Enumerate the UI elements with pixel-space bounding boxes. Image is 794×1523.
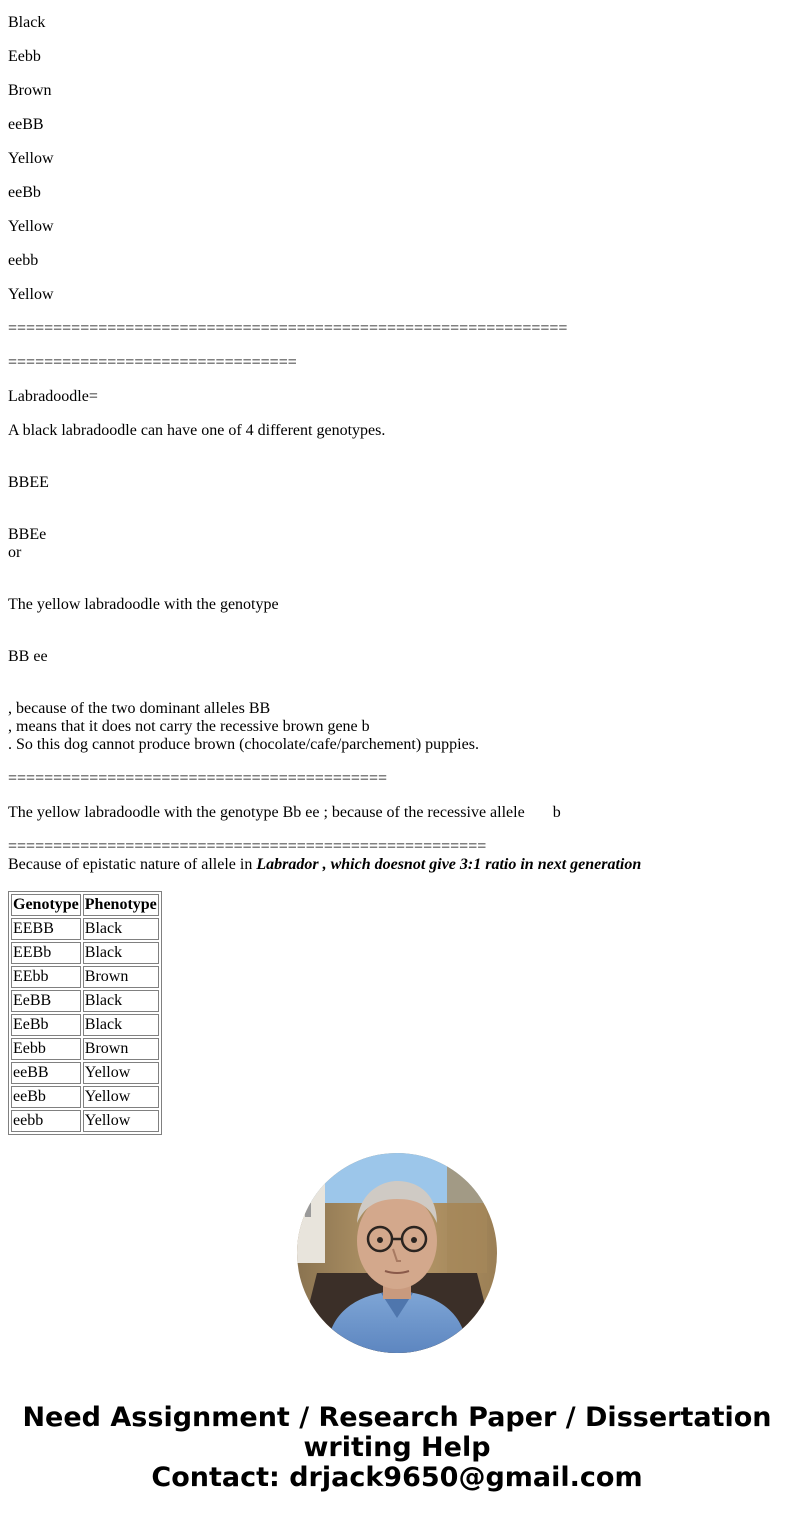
footer-line: Need Assignment / Research Paper / Dissertation bbox=[22, 1402, 772, 1433]
text-line: Black bbox=[8, 14, 46, 31]
phenotype-cell: Yellow bbox=[83, 1062, 159, 1084]
text-line: eebb bbox=[8, 252, 39, 269]
table-row bbox=[11, 1014, 159, 1036]
phenotype-cell: Black bbox=[83, 942, 159, 964]
text-line: eeBB bbox=[8, 116, 44, 133]
author-avatar bbox=[297, 1153, 497, 1353]
epistatic-note bbox=[8, 856, 641, 874]
genotype-cell: eeBb bbox=[11, 1086, 81, 1108]
table-row bbox=[11, 942, 159, 964]
labradoodle-heading: Labradoodle= bbox=[8, 388, 98, 405]
footer-line: writing Help bbox=[303, 1432, 491, 1463]
phenotype-cell: Black bbox=[83, 990, 159, 1012]
yellow-intro: The yellow labradoodle with the genotype bbox=[8, 596, 279, 613]
table-row bbox=[11, 1110, 159, 1132]
footer-contact-email: Contact: drjack9650@gmail.com bbox=[151, 1462, 643, 1493]
table-row bbox=[11, 966, 159, 988]
genotype-cell: Eebb bbox=[11, 1038, 81, 1060]
genotype-label: BB ee bbox=[8, 648, 48, 665]
table-row bbox=[11, 918, 159, 940]
header-genotype: Genotype bbox=[11, 894, 81, 916]
text-line: Brown bbox=[8, 82, 52, 99]
phenotype-cell: Brown bbox=[83, 966, 159, 988]
genotype-label: BBEE bbox=[8, 474, 49, 491]
separator: ===================================================== bbox=[8, 838, 487, 855]
genotype-label: BBEe bbox=[8, 526, 47, 543]
separator: ============================================================== bbox=[8, 320, 568, 337]
table-row bbox=[11, 990, 159, 1012]
genotype-cell: EeBB bbox=[11, 990, 81, 1012]
separator: ================================ bbox=[8, 354, 297, 371]
phenotype-cell: Black bbox=[83, 918, 159, 940]
text-line: Eebb bbox=[8, 48, 41, 65]
genotype-cell: eeBB bbox=[11, 1062, 81, 1084]
explanation-line: . So this dog cannot produce brown (chocolate/cafe/parchement) puppies. bbox=[8, 736, 479, 753]
epistatic-prefix: Because of epistatic nature of allele in bbox=[8, 856, 257, 873]
genotype-cell: EeBb bbox=[11, 1014, 81, 1036]
phenotype-cell: Black bbox=[83, 1014, 159, 1036]
text-line: Yellow bbox=[8, 150, 54, 167]
table-row bbox=[11, 1086, 159, 1108]
table-row bbox=[11, 1062, 159, 1084]
or-text: or bbox=[8, 544, 22, 561]
genotype-cell: eebb bbox=[11, 1110, 81, 1132]
phenotype-cell: Yellow bbox=[83, 1086, 159, 1108]
black-genotypes-intro: A black labradoodle can have one of 4 different genotypes. bbox=[8, 422, 386, 439]
genotype-cell: EEBB bbox=[11, 918, 81, 940]
author-portrait bbox=[297, 1153, 497, 1353]
phenotype-cell: Yellow bbox=[83, 1110, 159, 1132]
text-line: eeBb bbox=[8, 184, 41, 201]
phenotype-cell: Brown bbox=[83, 1038, 159, 1060]
table-row bbox=[11, 1038, 159, 1060]
epistatic-emphasis: Labrador , which doesnot give 3:1 ratio in next generation bbox=[256, 856, 642, 873]
table-header-row bbox=[11, 894, 159, 916]
header-phenotype: Phenotype bbox=[83, 894, 159, 916]
footer-contact bbox=[0, 1403, 794, 1493]
genotype-cell: EEbb bbox=[11, 966, 81, 988]
yellow-bb-ee-line: The yellow labradoodle with the genotype Bb ee ; because of the recessive allele b bbox=[8, 804, 561, 821]
text-line: Yellow bbox=[8, 286, 54, 303]
explanation-line: , because of the two dominant alleles BB bbox=[8, 700, 271, 717]
text-line: Yellow bbox=[8, 218, 54, 235]
genotype-phenotype-table bbox=[8, 891, 162, 1135]
separator: ========================================== bbox=[8, 770, 387, 787]
explanation-line: , means that it does not carry the recessive brown gene b bbox=[8, 718, 370, 735]
genotype-cell: EEBb bbox=[11, 942, 81, 964]
